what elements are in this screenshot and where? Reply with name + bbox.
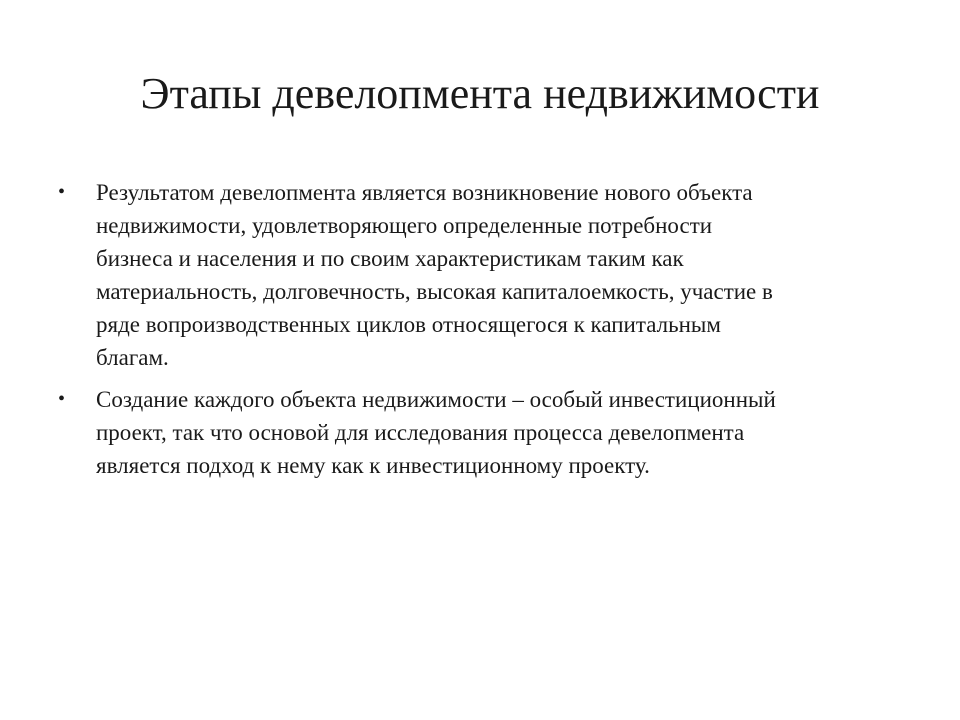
bullet-item [58,383,898,482]
bullet-line: является подход к нему как к инвестиционному проекту. [96,453,650,478]
bullet-text [96,383,898,482]
bullet-line: Создание каждого объекта недвижимости – особый инвестиционный [96,387,776,412]
bullet-line: недвижимости, удовлетворяющего определенные потребности [96,213,713,238]
bullet-line: ряде вопроизводственных циклов относящегося к капитальным [96,312,721,337]
bullet-marker: • [58,181,66,203]
bullet-list [58,176,898,491]
bullet-text [96,176,898,374]
bullet-line: материальность, долговечность, высокая капиталоемкость, участие в [96,279,773,304]
bullet-line: проект, так что основой для исследования процесса девелопмента [96,420,745,445]
bullet-line: бизнеса и населения и по своим характеристикам таким как [96,246,684,271]
bullet-item [58,176,898,374]
bullet-line: Результатом девелопмента является возникновение нового объекта [96,180,753,205]
slide-title: Этапы девелопмента недвижимости [140,69,820,118]
bullet-line: благам. [96,345,169,370]
bullet-marker: • [58,388,66,410]
